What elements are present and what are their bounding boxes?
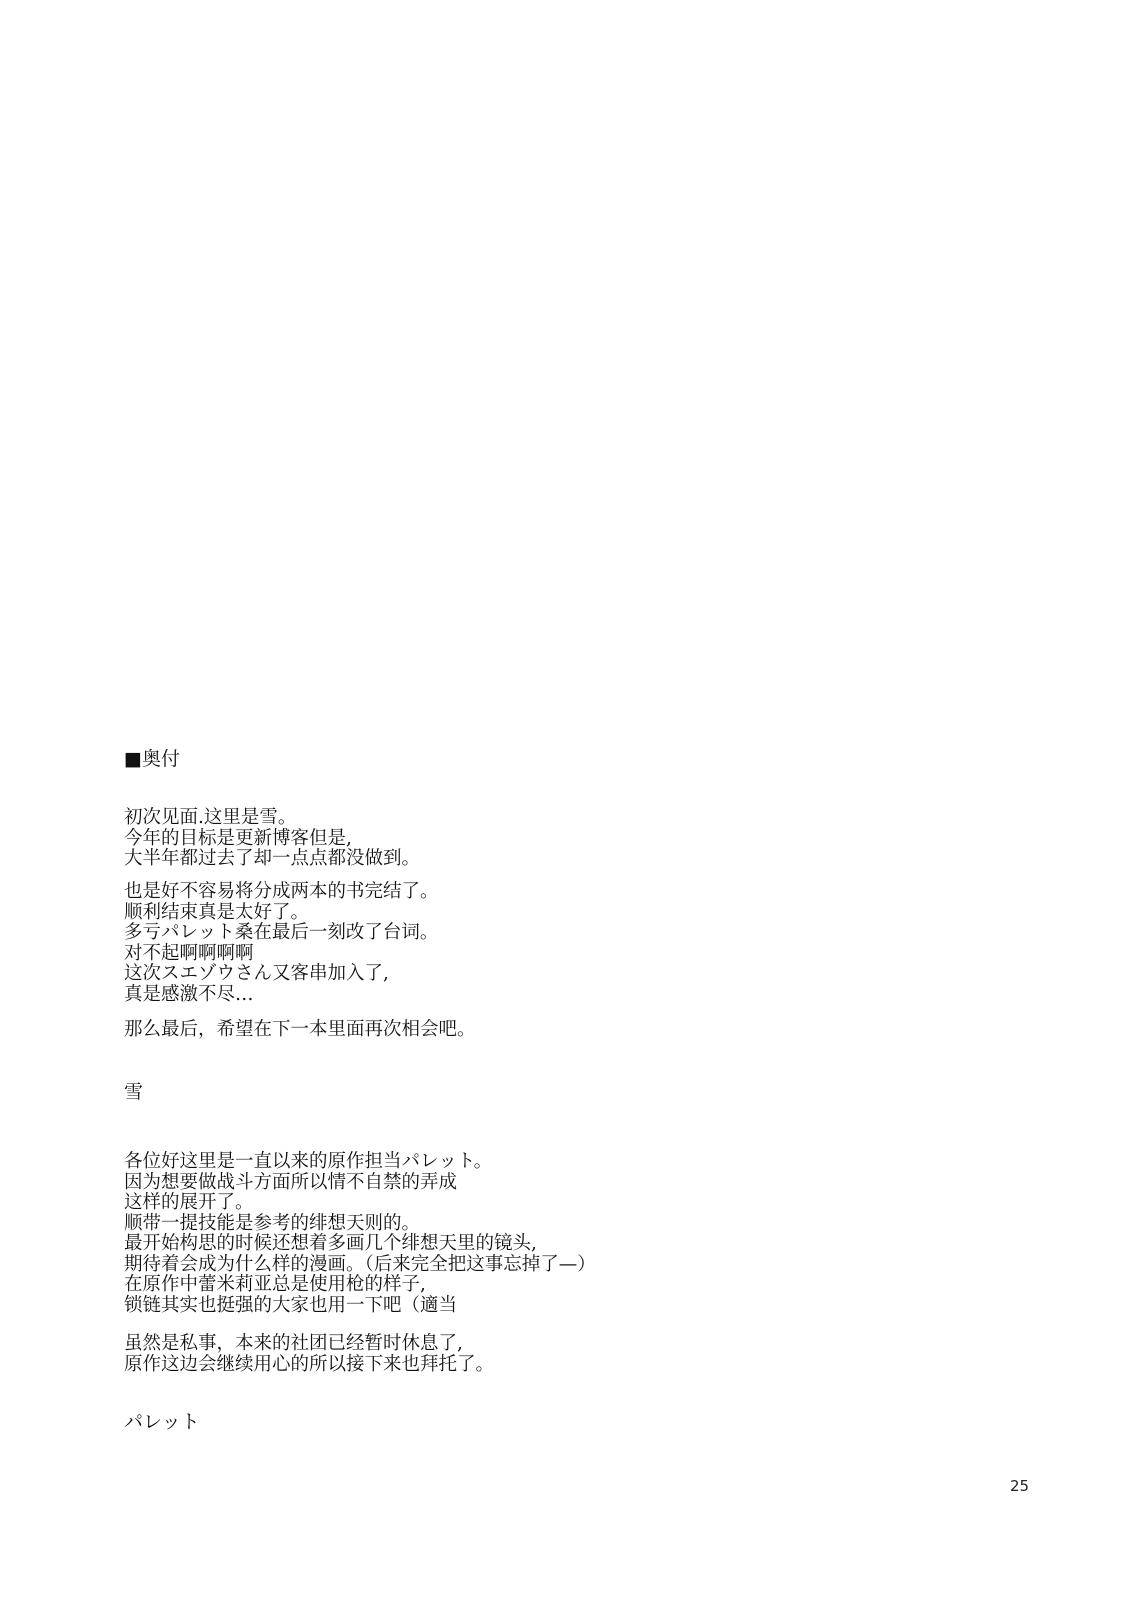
text-line: 多亏パレット桑在最后一刻改了台词。 <box>124 922 439 943</box>
text-line: 虽然是私事，本来的社团已经暂时休息了, <box>124 1333 463 1354</box>
text-line: 在原作中蕾米莉亚总是使用枪的样子, <box>124 1274 426 1295</box>
paragraph <box>124 1020 476 1041</box>
text-line: 这次スエゾウさん又客串加入了, <box>124 963 389 984</box>
text-line: 各位好这里是一直以来的原作担当パレット。 <box>124 1151 493 1172</box>
page-number: 25 <box>1010 1477 1030 1495</box>
paragraph <box>124 1152 596 1316</box>
text-line: 初次见面.这里是雪。 <box>124 807 297 828</box>
paragraph <box>124 882 439 1005</box>
text-line: 今年的目标是更新博客但是, <box>124 827 352 849</box>
text-line: 那么最后，希望在下一本里面再次相会吧。 <box>124 1019 476 1040</box>
text-line: 对不起啊啊啊啊 <box>124 942 254 964</box>
text-line: 顺带一提技能是参考的绯想天则的。 <box>124 1212 421 1234</box>
text-line: 因为想要做战斗方面所以情不自禁的弄成 <box>124 1171 458 1193</box>
text-line: 这样的展开了。 <box>124 1192 254 1213</box>
text-line: 真是感激不尽… <box>124 983 254 1005</box>
text-line: 大半年都过去了却一点点都没做到。 <box>124 848 421 869</box>
paragraph <box>124 808 420 870</box>
text-line: 最开始构思的时候还想着多画几个绯想天里的镜头, <box>124 1233 537 1254</box>
text-line: 原作这边会继续用心的所以接下来也拜托了。 <box>124 1353 495 1375</box>
text-line: 也是好不容易将分成两本的书完结了。 <box>124 881 439 902</box>
text-line: 期待着会成为什么样的漫画。（后来完全把这事忘掉了—） <box>124 1253 596 1275</box>
text-line: 锁链其实也挺强的大家也用一下吧（適当 <box>124 1294 458 1316</box>
author-signature: パレット <box>124 1411 200 1433</box>
paragraph <box>124 1334 494 1375</box>
section-heading: ■奥付 <box>124 748 180 770</box>
author-signature: 雪 <box>124 1081 144 1103</box>
text-line: 顺利结束真是太好了。 <box>124 901 310 923</box>
